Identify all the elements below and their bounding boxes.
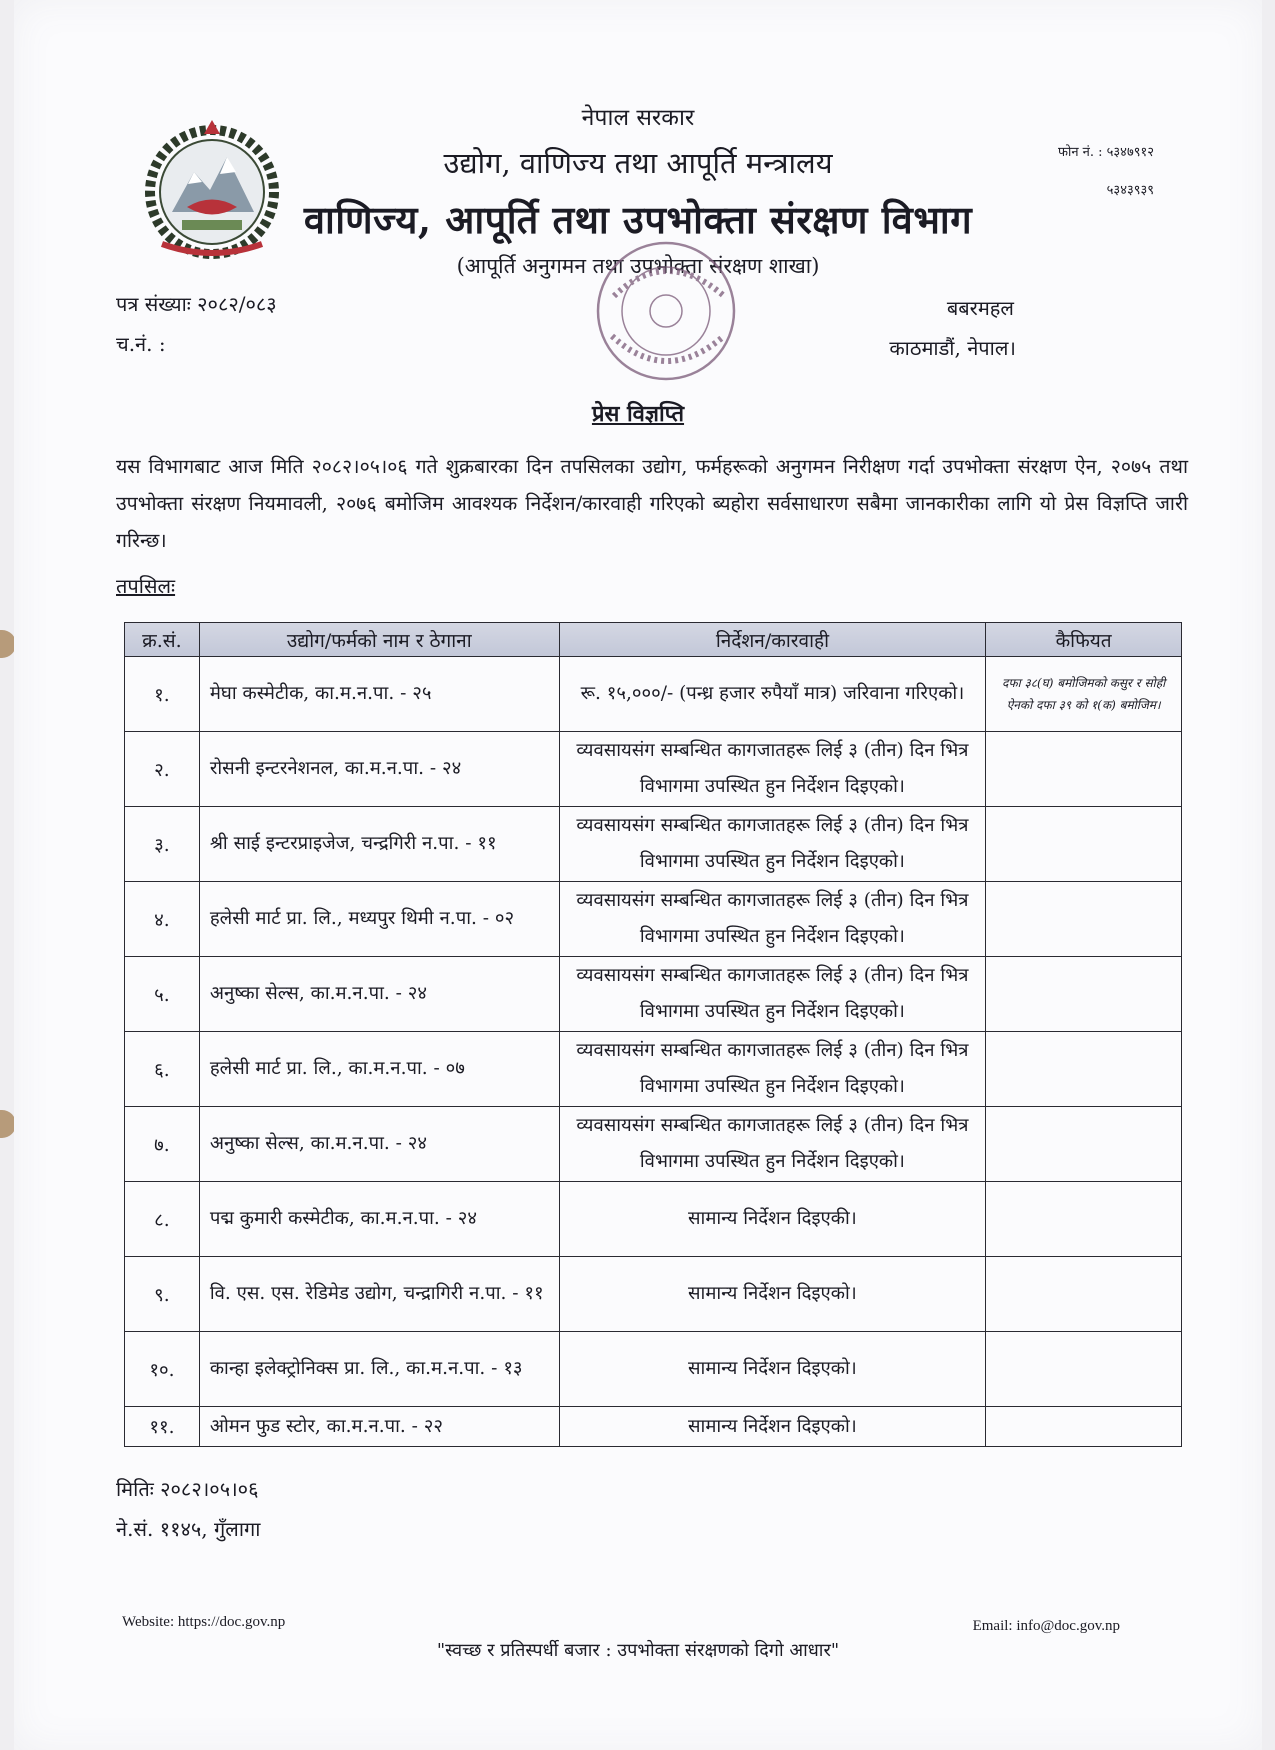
row-remarks	[986, 882, 1182, 957]
schedule-label: तपसिलः	[116, 574, 176, 598]
dispatch-number: च.नं. :	[116, 332, 166, 356]
branch-name: (आपूर्ति अनुगमन तथा उपभोक्ता संरक्षण शाखा)	[456, 254, 820, 278]
table-row	[125, 1257, 1182, 1332]
table-row	[125, 1182, 1182, 1257]
document-page	[14, 0, 1262, 1750]
row-action: व्यवसायसंग सम्बन्धित कागजातहरू लिई ३ (तीन) दिन भित्र विभागमा उपस्थित हुन निर्देशन दिइएको।	[559, 957, 985, 1032]
row-firm-name: अनुष्का सेल्स, का.म.न.पा. - २४	[199, 957, 559, 1032]
row-action: सामान्य निर्देशन दिइएको।	[559, 1257, 985, 1332]
table-row	[125, 957, 1182, 1032]
row-action: व्यवसायसंग सम्बन्धित कागजातहरू लिई ३ (तीन) दिन भित्र विभागमा उपस्थित हुन निर्देशन दिइएको।	[559, 1107, 985, 1182]
table-header-row	[125, 623, 1182, 657]
table-row	[125, 1407, 1182, 1447]
row-firm-name: अनुष्का सेल्स, का.म.न.पा. - २४	[199, 1107, 559, 1182]
table-row	[125, 732, 1182, 807]
row-action: रू. १५,०००/- (पन्ध्र हजार रुपैयाँ मात्र) जरिवाना गरिएको।	[559, 657, 985, 732]
letter-number: पत्र संख्याः २०८२/०८३	[116, 292, 277, 316]
row-action: सामान्य निर्देशन दिइएकी।	[559, 1182, 985, 1257]
nepal-sambat-date: ने.सं. ११४५, गुँलागा	[116, 1517, 261, 1541]
row-action: सामान्य निर्देशन दिइएको।	[559, 1332, 985, 1407]
row-action: व्यवसायसंग सम्बन्धित कागजातहरू लिई ३ (तीन) दिन भित्र विभागमा उपस्थित हुन निर्देशन दिइएको।	[559, 732, 985, 807]
table-row	[125, 657, 1182, 732]
inspection-table	[124, 622, 1182, 1447]
row-remarks	[986, 1032, 1182, 1107]
row-action: सामान्य निर्देशन दिइएको।	[559, 1407, 985, 1447]
header-action: निर्देशन/कारवाही	[559, 623, 985, 657]
row-firm-name: हलेसी मार्ट प्रा. लि., मध्यपुर थिमी न.पा. - ०२	[199, 882, 559, 957]
row-remarks	[986, 1107, 1182, 1182]
row-remarks	[986, 732, 1182, 807]
phone-number: फोन नं. : ५३४७९१२	[1057, 145, 1154, 160]
row-firm-name: मेघा कस्मेटीक, का.म.न.पा. - २५	[199, 657, 559, 732]
official-stamp-icon	[574, 236, 759, 386]
header-firm: उद्योग/फर्मको नाम र ठेगाना	[199, 623, 559, 657]
row-remarks	[986, 1257, 1182, 1332]
slogan: "स्वच्छ र प्रतिस्पर्धी बजार : उपभोक्ता संरक्षणको दिगो आधार"	[436, 1640, 840, 1661]
row-firm-name: पद्म कुमारी कस्मेटीक, का.म.न.पा. - २४	[199, 1182, 559, 1257]
government-name: नेपाल सरकार	[581, 105, 695, 131]
row-sn: ११.	[125, 1407, 200, 1447]
phone-number-second: ५३४३९३९	[1106, 183, 1154, 198]
table-row	[125, 1107, 1182, 1182]
table-row	[125, 1332, 1182, 1407]
row-sn: ४.	[125, 882, 200, 957]
row-sn: ६.	[125, 1032, 200, 1107]
row-firm-name: ओमन फुड स्टोर, का.म.न.पा. - २२	[199, 1407, 559, 1447]
row-remarks	[986, 1182, 1182, 1257]
table-row	[125, 1032, 1182, 1107]
row-sn: ९.	[125, 1257, 200, 1332]
row-sn: २.	[125, 732, 200, 807]
press-release-title: प्रेस विज्ञप्ति	[591, 401, 685, 427]
table-row	[125, 882, 1182, 957]
row-firm-name: वि. एस. एस. रेडिमेड उद्योग, चन्द्रागिरी न.पा. - ११	[199, 1257, 559, 1332]
email-text: Email: info@doc.gov.np	[972, 1618, 1120, 1634]
department-name: वाणिज्य, आपूर्ति तथा उपभोक्ता संरक्षण विभाग	[303, 197, 973, 242]
ministry-name: उद्योग, वाणिज्य तथा आपूर्ति मन्त्रालय	[443, 146, 833, 180]
row-sn: ५.	[125, 957, 200, 1032]
row-firm-name: रोसनी इन्टरनेशनल, का.म.न.पा. - २४	[199, 732, 559, 807]
row-remarks	[986, 807, 1182, 882]
row-remarks: दफा ३८(घ) बमोजिमको कसुर र सोही ऐनको दफा ३९ को १(क) बमोजिम।	[986, 657, 1182, 732]
row-remarks	[986, 1407, 1182, 1447]
row-action: व्यवसायसंग सम्बन्धित कागजातहरू लिई ३ (तीन) दिन भित्र विभागमा उपस्थित हुन निर्देशन दिइएको।	[559, 1032, 985, 1107]
website-text: Website: https://doc.gov.np	[122, 1614, 286, 1630]
row-action: व्यवसायसंग सम्बन्धित कागजातहरू लिई ३ (तीन) दिन भित्र विभागमा उपस्थित हुन निर्देशन दिइएको।	[559, 882, 985, 957]
row-firm-name: श्री साई इन्टरप्राइजेज, चन्द्रगिरी न.पा. - ११	[199, 807, 559, 882]
row-action: व्यवसायसंग सम्बन्धित कागजातहरू लिई ३ (तीन) दिन भित्र विभागमा उपस्थित हुन निर्देशन दिइएको।	[559, 807, 985, 882]
header-sn: क्र.सं.	[125, 623, 200, 657]
header-remarks: कैफियत	[986, 623, 1182, 657]
intro-paragraph: यस विभागबाट आज मिति २०८२।०५।०६ गते शुक्रबारका दिन तपसिलका उद्योग, फर्महरूको अनुगमन निरीक्षण गर्दा उपभोक्ता संरक्षण ऐन, २०७५ तथा उपभोक्ता संरक्षण नियमावली, २०७६ बमोजिम आवश्यक निर्देशन/कारवाही गरिएको ब्यहोरा सर्वसाधारण सबैमा जानकारीका लागि यो प्रेस विज्ञप्ति जारी गरिन्छ।	[116, 455, 1188, 552]
row-sn: ८.	[125, 1182, 200, 1257]
row-firm-name: हलेसी मार्ट प्रा. लि., का.म.न.पा. - ०७	[199, 1032, 559, 1107]
row-firm-name: कान्हा इलेक्ट्रोनिक्स प्रा. लि., का.म.न.पा. - १३	[199, 1332, 559, 1407]
row-sn: १.	[125, 657, 200, 732]
release-date: मितिः २०८२।०५।०६	[116, 1477, 259, 1501]
row-sn: ३.	[125, 807, 200, 882]
row-remarks	[986, 957, 1182, 1032]
address-line-2: काठमाडौं, नेपाल।	[889, 336, 1016, 360]
row-remarks	[986, 1332, 1182, 1407]
row-sn: १०.	[125, 1332, 200, 1407]
row-sn: ७.	[125, 1107, 200, 1182]
table-row	[125, 807, 1182, 882]
address-line-1: बबरमहल	[946, 296, 1014, 320]
